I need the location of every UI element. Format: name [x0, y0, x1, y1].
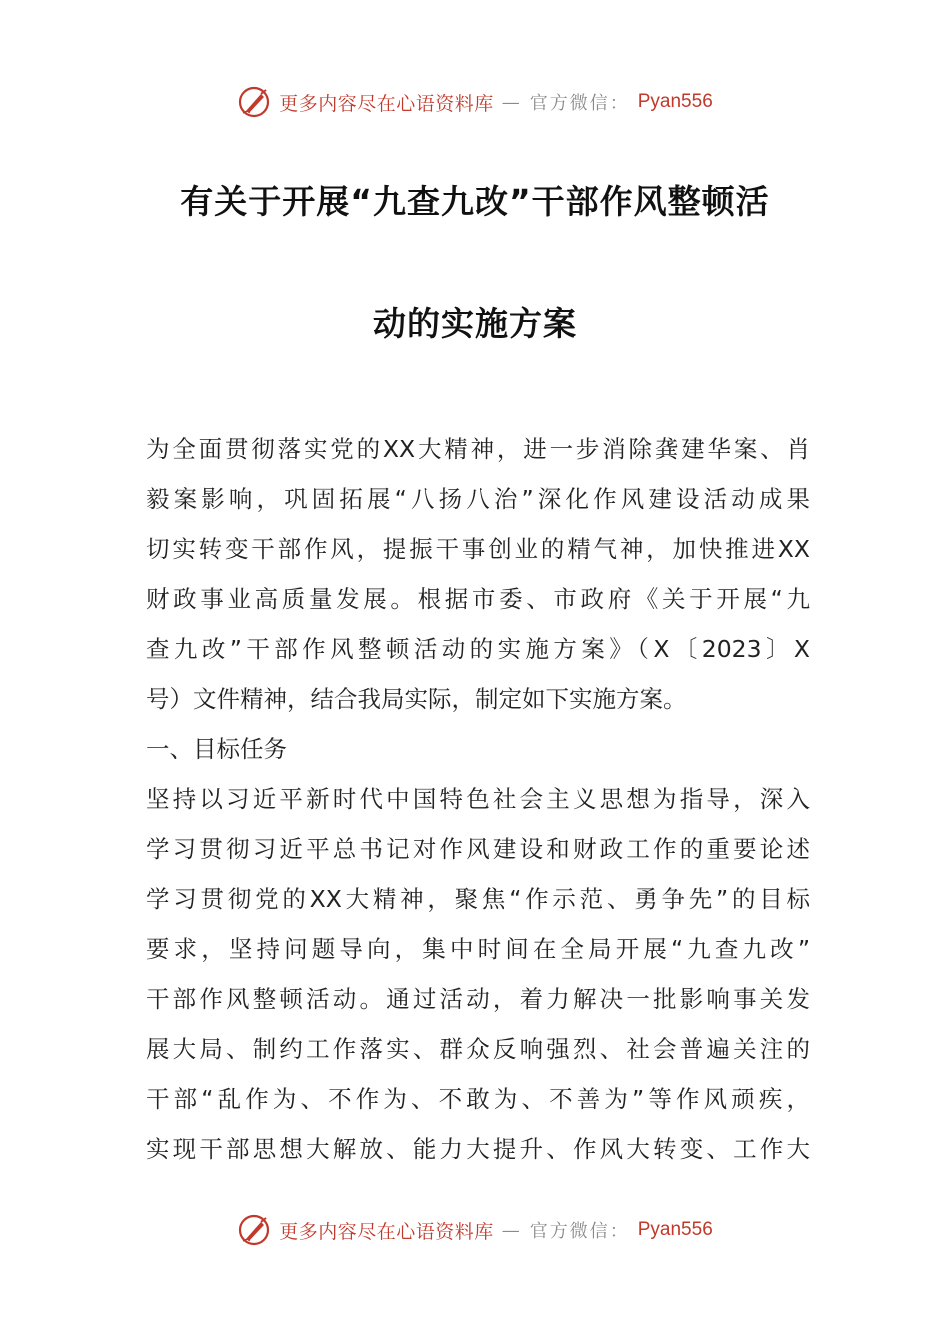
body-line: 学习贯彻党的XX大精神，聚焦“作示范、勇争先”的目标: [146, 885, 810, 913]
quill-pen-circle-icon: [237, 85, 271, 119]
body-line: 财政事业高质量发展。根据市委、市政府《关于开展“九: [146, 585, 810, 613]
body-line: 为全面贯彻落实党的XX大精神，进一步消除龚建华案、肖: [146, 435, 810, 463]
body-line: 干部作风整顿活动。通过活动，着力解决一批影响事关发: [146, 985, 810, 1013]
watermark-wechat-label: 官方微信：: [529, 93, 630, 114]
footer-watermark: [0, 1210, 950, 1250]
body-line: 查九改”干部作风整顿活动的实施方案》（X〔2023〕X: [146, 635, 810, 663]
body-line: 号）文件精神，结合我局实际，制定如下实施方案。: [146, 685, 687, 713]
body-line: 实现干部思想大解放、能力大提升、作风大转变、工作大: [146, 1135, 810, 1163]
section-heading: 一、目标任务: [146, 735, 287, 763]
watermark-dash: —: [501, 1219, 522, 1241]
body-line: 坚持以习近平新时代中国特色社会主义思想为指导，深入: [146, 785, 810, 813]
document-title-line-2: 动的实施方案: [373, 304, 577, 343]
watermark-wechat-label: 官方微信：: [529, 1221, 630, 1242]
body-line: 毅案影响，巩固拓展“八扬八治”深化作风建设活动成果: [146, 485, 810, 513]
body-line: 展大局、制约工作落实、群众反响强烈、社会普遍关注的: [146, 1035, 810, 1063]
body-line: 切实转变干部作风，提振干事创业的精气神，加快推进XX: [146, 535, 810, 563]
body-line: 学习贯彻习近平总书记对作风建设和财政工作的重要论述: [146, 835, 810, 863]
watermark-site-text: 更多内容尽在心语资料库: [279, 92, 494, 115]
watermark-dash: —: [501, 91, 522, 113]
watermark-wechat-id: Pyan556: [637, 1219, 713, 1240]
document-body: [146, 424, 810, 1174]
watermark-site-text: 更多内容尽在心语资料库: [279, 1220, 494, 1243]
body-line: 干部“乱作为、不作为、不敢为、不善为”等作风顽疾，: [146, 1085, 810, 1113]
quill-pen-circle-icon: [237, 1213, 271, 1247]
body-line: 要求，坚持问题导向，集中时间在全局开展“九查九改”: [146, 935, 810, 963]
watermark-wechat-id: Pyan556: [637, 91, 713, 112]
header-watermark: [0, 82, 950, 122]
document-title-line-1: 有关于开展“九查九改”干部作风整顿活: [180, 182, 770, 221]
